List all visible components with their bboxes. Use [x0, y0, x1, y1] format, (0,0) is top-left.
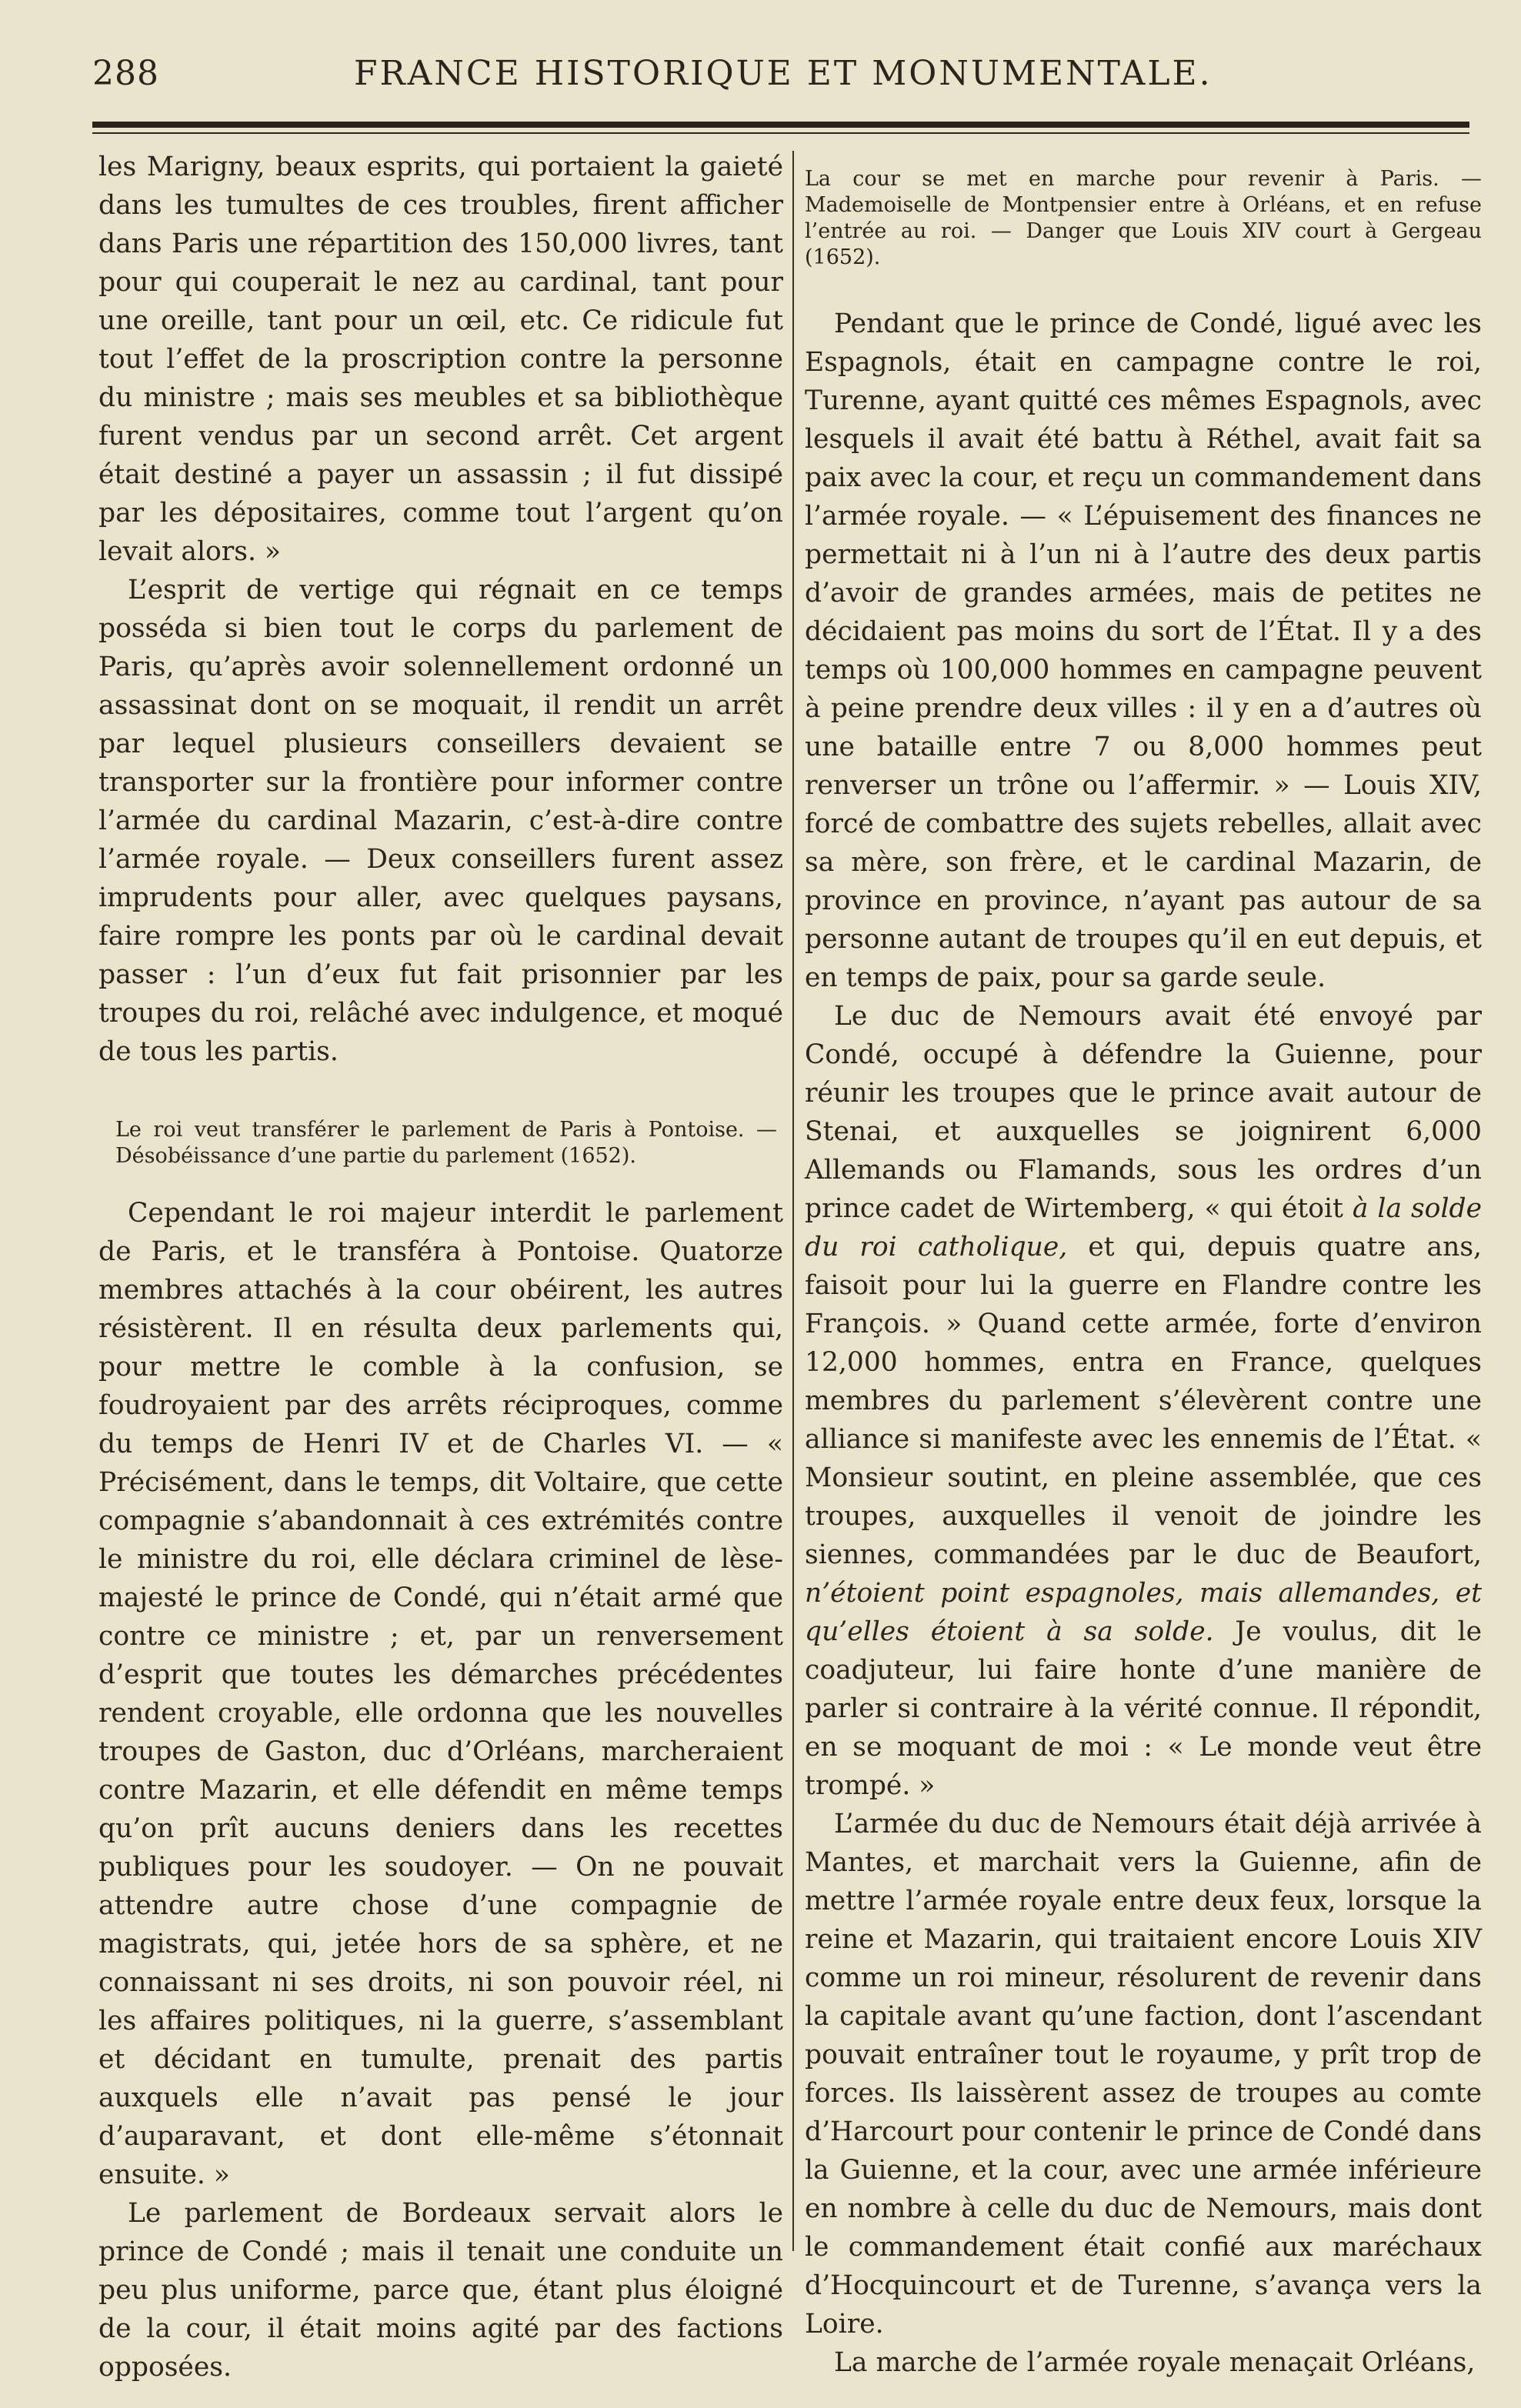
left-column: [98, 148, 783, 2386]
right-paragraph-1: Pendant que le prince de Condé, ligué avec les Espagnols, était en campagne contre le roi, Turenne, ayant quitté ces mêmes Espagnols, avec lesquels il avait été battu à Réthel, avait fait sa paix avec la cour, et reçu un commandement dans l’armée royale. — « L’épuisement des finances ne permettait ni à l’un ni à l’autre des deux partis d’avoir de grandes armées, mais de petites ne décidaient pas moins du sort de l’État. Il y a des temps où 100,000 hommes en campagne peuvent à peine prendre deux villes : il y en a d’autres où une bataille entre 7 ou 8,000 hommes peut renverser un trône ou l’affermir. » — Louis XIV, forcé de combattre des sujets rebelles, allait avec sa mère, son frère, et le cardinal Mazarin, de province en province, n’ayant pas autour de sa personne autant de troupes qu’il en eut depuis, et en temps de paix, pour sa garde seule.: [805, 309, 1482, 993]
right-paragraph-2: [805, 997, 1482, 1805]
right-paragraph-2-part-c: Je voulus, dit le coadjuteur, lui faire honte d’une manière de parler si contraire à la vérité connue. Il répondit, en se moquant de moi : « Le monde veut être trompé. »: [805, 1616, 1483, 1801]
left-paragraph-2: L’esprit de vertige qui régnait en ce temps posséda si bien tout le corps du parlement de Paris, qu’après avoir solennellement ordonné un assassinat dont on se moquait, il rendit un arrêt par lequel plusieurs conseillers devaient se transporter sur la frontière pour informer contre l’armée du cardinal Mazarin, c’est-à-dire contre l’armée royale. — Deux conseillers furent assez imprudents pour aller, avec quelques paysans, faire rompre les ponts par où le cardinal devait passer : l’un d’eux fut fait prisonnier par les troupes du roi, relâché avec indulgence, et moqué de tous les partis.: [98, 575, 783, 1067]
header-rule-thick: [92, 122, 1469, 128]
right-column: [805, 148, 1482, 2382]
left-paragraph-3: Cependant le roi majeur interdit le parlement de Paris, et le transféra à Pontoise. Quatorze membres attachés à la cour obéirent, les autres résistèrent. Il en résulta deux parlements qui, pour mettre le comble à la confusion, se foudroyaient par des arrêts réciproques, comme du temps de Henri IV et de Charles VI. — « Précisément, dans le temps, dit Voltaire, que cette compagnie s’abandonnait à ces extrémités contre le ministre du roi, elle déclara criminel de lèse-majesté le prince de Condé, qui n’était armé que contre ce ministre ; et, par un renversement d’esprit que toutes les démarches précédentes rendent croyable, elle ordonna que les nouvelles troupes de Gaston, duc d’Orléans, marcheraient contre Mazarin, et elle défendit en même temps qu’on prît aucuns deniers dans les recettes publiques pour les soudoyer. — On ne pouvait attendre autre chose d’une compagnie de magistrats, qui, jetée hors de sa sphère, et ne connaissant ni ses droits, ni son pouvoir réel, ni les affaires politiques, ni la guerre, s’assemblant et décidant en tumulte, prenait des partis auxquels elle n’avait pas pensé le jour d’auparavant, et dont elle-même s’étonnait ensuite. »: [98, 1198, 783, 2190]
header-rule-thin: [92, 132, 1469, 134]
page-header: [92, 54, 1469, 115]
running-title: FRANCE HISTORIQUE ET MONUMENTALE.: [354, 54, 1212, 93]
right-paragraph-2-italic-1: à la solde du roi catholique,: [805, 1193, 1482, 1262]
right-paragraph-2-part-a: Le duc de Nemours avait été envoyé par Condé, occupé à défendre la Guienne, pour réunir les troupes que le prince avait autour de Stenai, et auxquelles se joignirent 6,000 Allemands ou Flamands, sous les ordres d’un prince cadet de Wirtemberg, « qui étoit: [805, 1001, 1482, 1224]
column-divider: [792, 151, 794, 2251]
right-paragraph-4: La marche de l’armée royale menaçait Orléans,: [834, 2347, 1476, 2378]
right-paragraph-2-part-b: et qui, depuis quatre ans, faisoit pour lui la guerre en Flandre contre les François. » Quand cette armée, forte d’environ 12,000 hommes, entra en France, quelques membres du parlement s’élevèrent contre une alliance si manifeste avec les ennemis de l’État. « Monsieur soutint, en pleine assemblée, que ces troupes, auxquelles il venoit de joindre les siennes, commandées par le duc de Beaufort,: [805, 1232, 1482, 1570]
right-paragraph-2-italic-2: n’étoient point espagnoles, mais allemandes, et qu’elles étoient à sa solde.: [805, 1578, 1482, 1647]
left-paragraph-4: Le parlement de Bordeaux servait alors le prince de Condé ; mais il tenait une conduite un peu plus uniforme, parce que, étant plus éloigné de la cour, il était moins agité par des factions opposées.: [98, 2198, 783, 2383]
page-number: 288: [92, 54, 159, 93]
right-paragraph-3: L’armée du duc de Nemours était déjà arrivée à Mantes, et marchait vers la Guienne, afin de mettre l’armée royale entre deux feux, lorsque la reine et Mazarin, qui traitaient encore Louis XIV comme un roi mineur, résolurent de revenir dans la capitale avant qu’une faction, dont l’ascendant pouvait entraîner tout le royaume, y prît trop de forces. Ils laissèrent assez de troupes au comte d’Harcourt pour contenir le prince de Condé dans la Guienne, et la cour, avec une armée inférieure en nombre à celle du duc de Nemours, mais dont le commandement était confié aux maréchaux d’Hocquincourt et de Turenne, s’avança vers la Loire.: [805, 1809, 1482, 2340]
right-sidenote: La cour se met en marche pour revenir à Paris. — Mademoiselle de Montpensier entre à Orléans, et en refuse l’entrée au roi. — Danger que Louis XIV court à Gergeau (1652).: [805, 167, 1482, 269]
left-paragraph-1: les Marigny, beaux esprits, qui portaient la gaieté dans les tumultes de ces troubles, firent afficher dans Paris une répartition des 150,000 livres, tant pour qui couperait le nez au cardinal, tant pour une oreille, tant pour un œil, etc. Ce ridicule fut tout l’effet de la proscription contre la personne du ministre ; mais ses meubles et sa bibliothèque furent vendus par un second arrêt. Cet argent était destiné a payer un assassin ; il fut dissipé par les dépositaires, comme tout l’argent qu’on levait alors. »: [98, 152, 783, 567]
left-sidenote: Le roi veut transférer le parlement de Paris à Pontoise. — Désobéissance d’une partie du parlement (1652).: [115, 1118, 777, 1168]
